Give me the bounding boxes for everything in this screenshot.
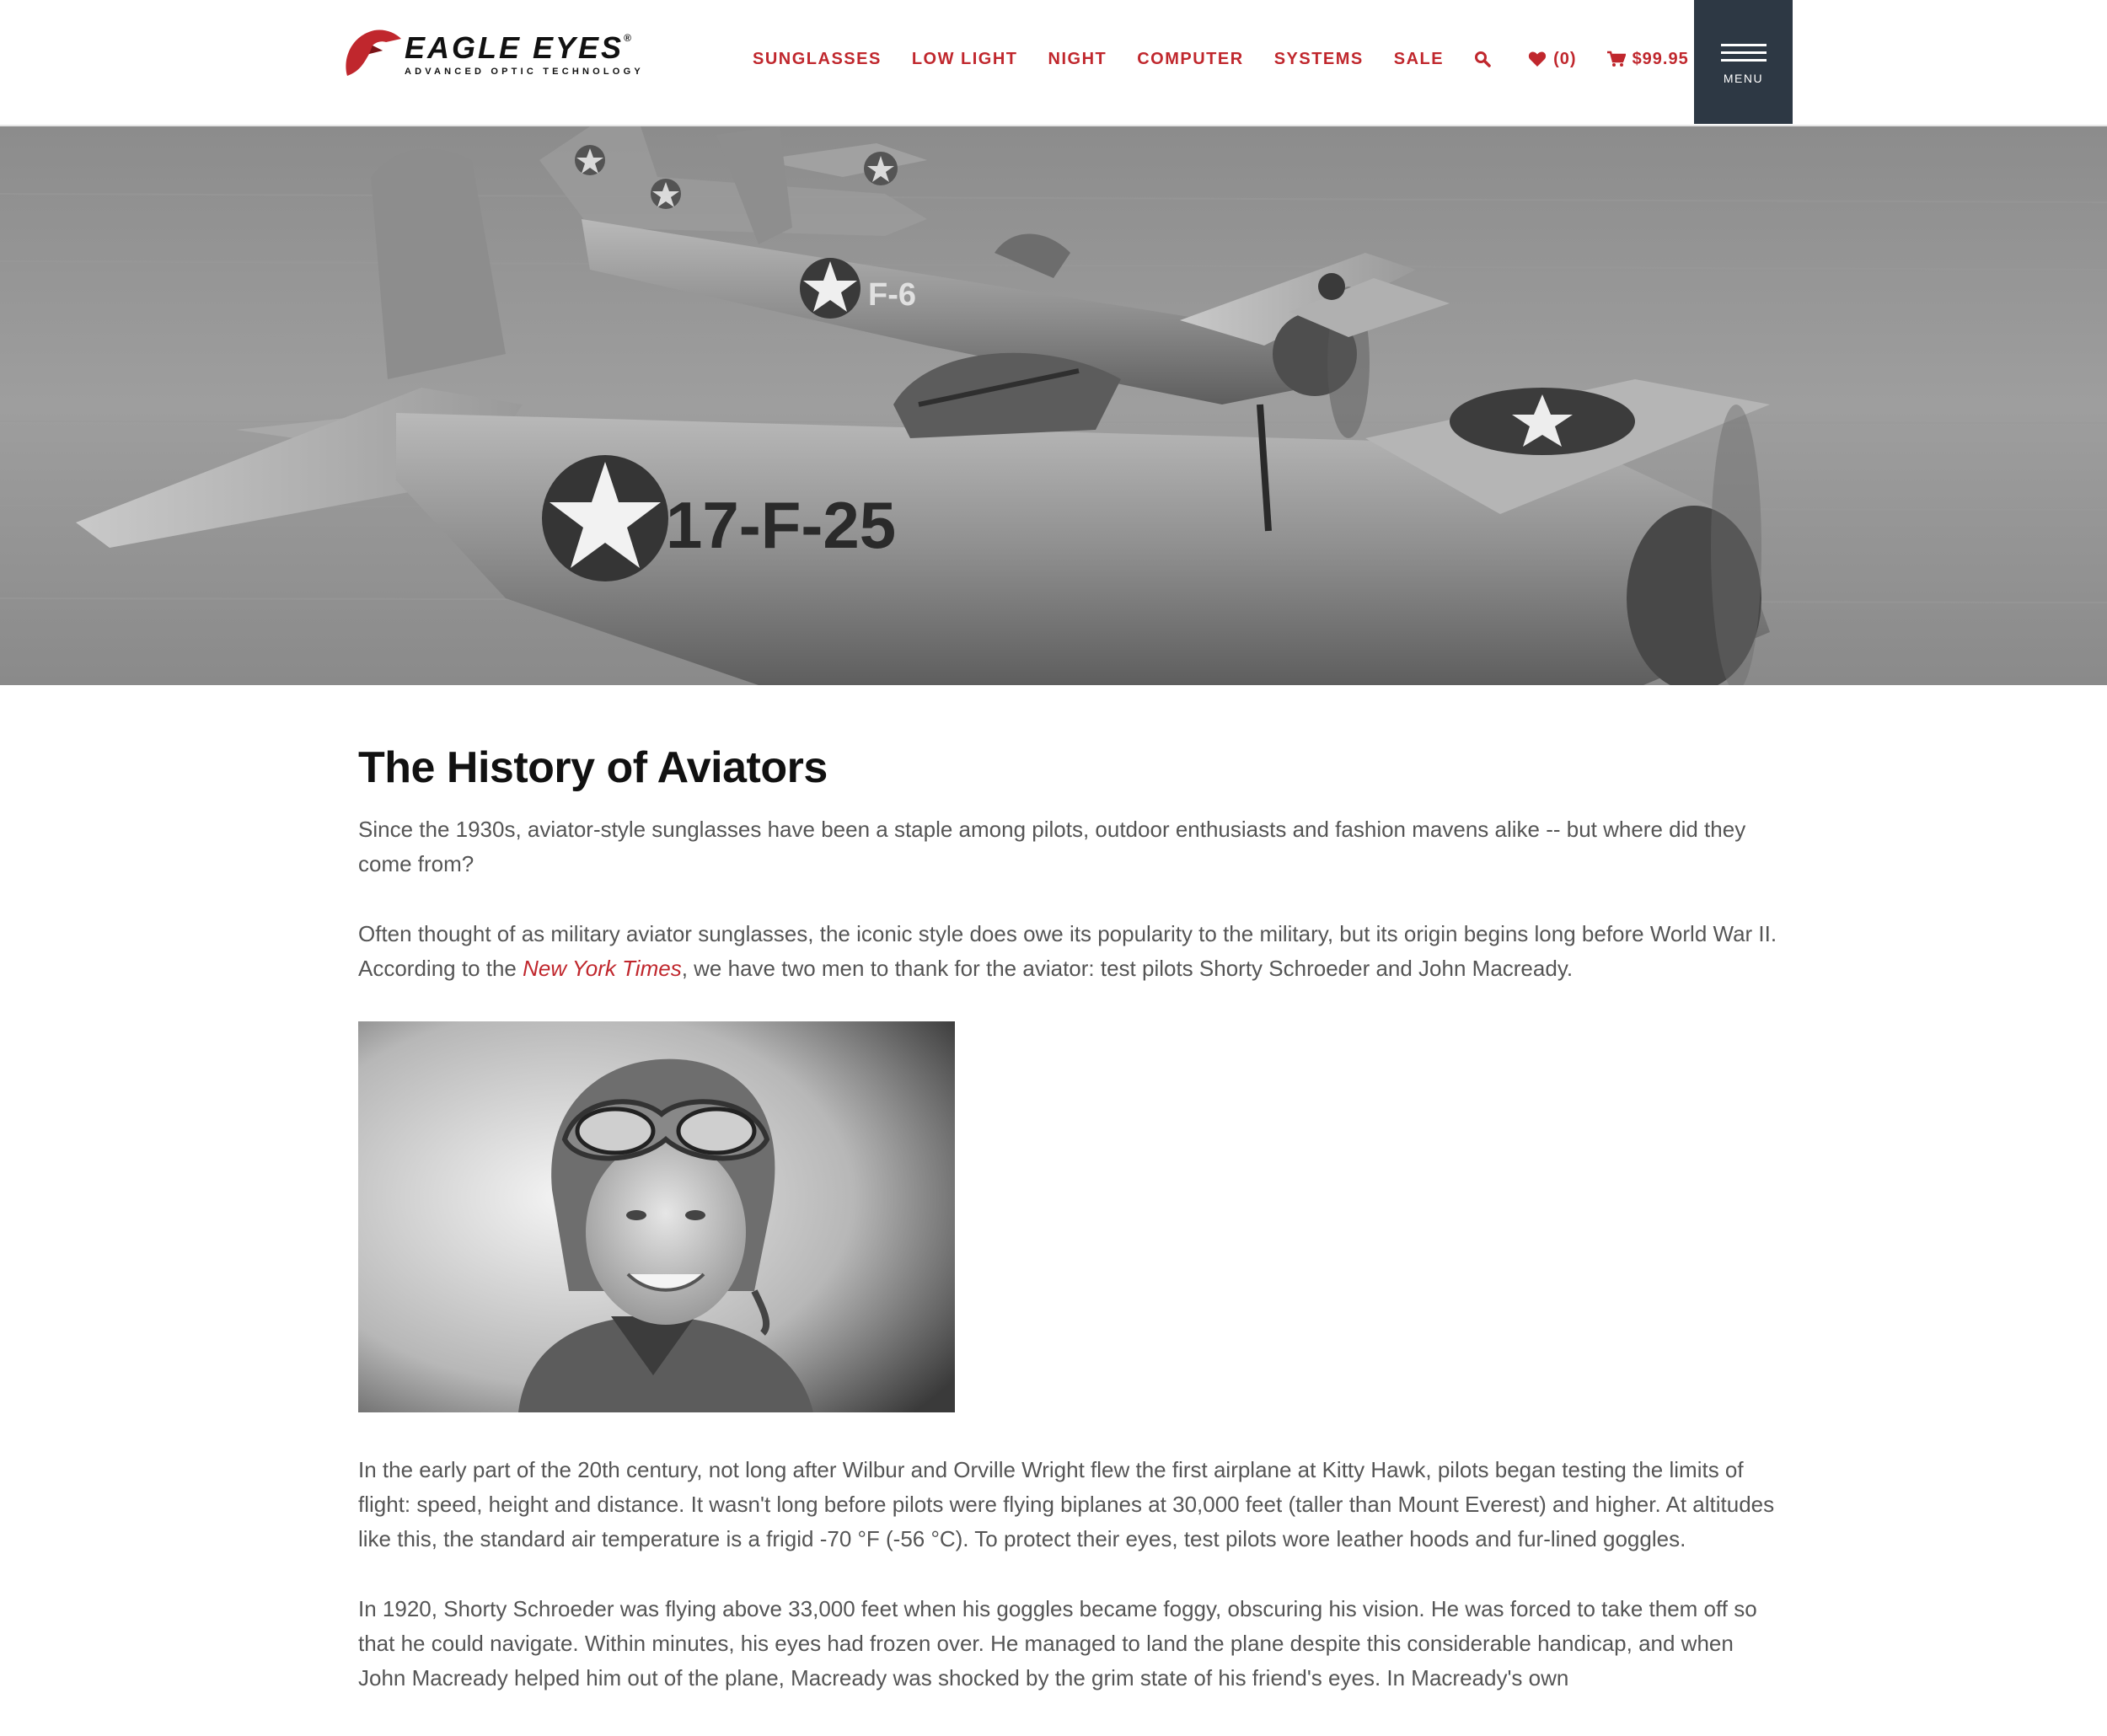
brand-tagline: ADVANCED OPTIC TECHNOLOGY bbox=[405, 67, 644, 77]
heart-icon bbox=[1528, 51, 1547, 67]
article-paragraph-3: In the early part of the 20th century, not long after Wilbur and Orville Wright flew the first airplane at Kitty Hawk, pilots began testing the limits of flight: speed, height and distance. It wasn't long before pilots were flying biplanes at 30,000 feet (taller than Mount Everest) and higher. At altitudes like this, the standard air temperature is a frigid -70 °F (-56 °C). To protect their eyes, test pilots wore leather hoods and fur-lined goggles. bbox=[358, 1457, 1775, 1552]
nav-computer[interactable]: COMPUTER bbox=[1137, 49, 1244, 68]
article-paragraph-1: Since the 1930s, aviator-style sunglasses have been a staple among pilots, outdoor enthusiasts and fashion mavens alike -- but where did they come from? bbox=[358, 817, 1746, 877]
search-button[interactable] bbox=[1474, 51, 1498, 67]
brand-logo[interactable] bbox=[339, 25, 684, 84]
eagle-logo-icon bbox=[339, 25, 403, 84]
article-paragraph-4: In 1920, Shorty Schroeder was flying above 33,000 feet when his goggles became foggy, obscuring his vision. He was forced to take them off so that he could navigate. Within minutes, his eyes had frozen over. He managed to land the plane despite this considerable handicap, and when John Macready helped him out of the plane, Macready was shocked by the grim state of his friend's eyes. In Macready's own bbox=[358, 1596, 1757, 1691]
pilot-photo bbox=[358, 1021, 955, 1412]
fighter-planes-photo bbox=[0, 126, 2107, 685]
nav-sunglasses[interactable]: SUNGLASSES bbox=[753, 49, 882, 68]
search-icon bbox=[1474, 51, 1491, 67]
nav-night[interactable]: NIGHT bbox=[1048, 49, 1107, 68]
svg-text:F-6: F-6 bbox=[868, 277, 916, 313]
main-nav bbox=[753, 42, 1719, 76]
wishlist-button[interactable] bbox=[1528, 50, 1576, 69]
cart-total: $99.95 bbox=[1632, 49, 1689, 68]
cart-icon bbox=[1607, 51, 1626, 67]
nav-low-light[interactable]: LOW LIGHT bbox=[911, 49, 1018, 68]
page-title: The History of Aviators bbox=[358, 743, 828, 792]
wishlist-count: (0) bbox=[1553, 49, 1577, 68]
menu-button[interactable] bbox=[1694, 0, 1793, 124]
article bbox=[358, 742, 1783, 1731]
site-header bbox=[0, 0, 2107, 126]
menu-label: MENU bbox=[1723, 72, 1764, 85]
hamburger-icon bbox=[1721, 39, 1767, 67]
cart-button[interactable] bbox=[1607, 50, 1689, 69]
svg-text:17-F-25: 17-F-25 bbox=[666, 488, 897, 562]
brand-name: EAGLE EYES® bbox=[405, 30, 634, 65]
hero-image bbox=[0, 126, 2107, 685]
nav-systems[interactable]: SYSTEMS bbox=[1273, 49, 1364, 68]
pilot-portrait-image bbox=[358, 1021, 955, 1412]
article-paragraph-2: Often thought of as military aviator sunglasses, the iconic style does owe its popularity to the military, but its origin begins long before World War II. According to the New York Times, we have two men to thank for the aviator: test pilots Shorty Schroeder and John Macready. bbox=[358, 921, 1777, 982]
new-york-times-link[interactable]: New York Times bbox=[523, 956, 682, 982]
nav-sale[interactable]: SALE bbox=[1393, 49, 1445, 68]
